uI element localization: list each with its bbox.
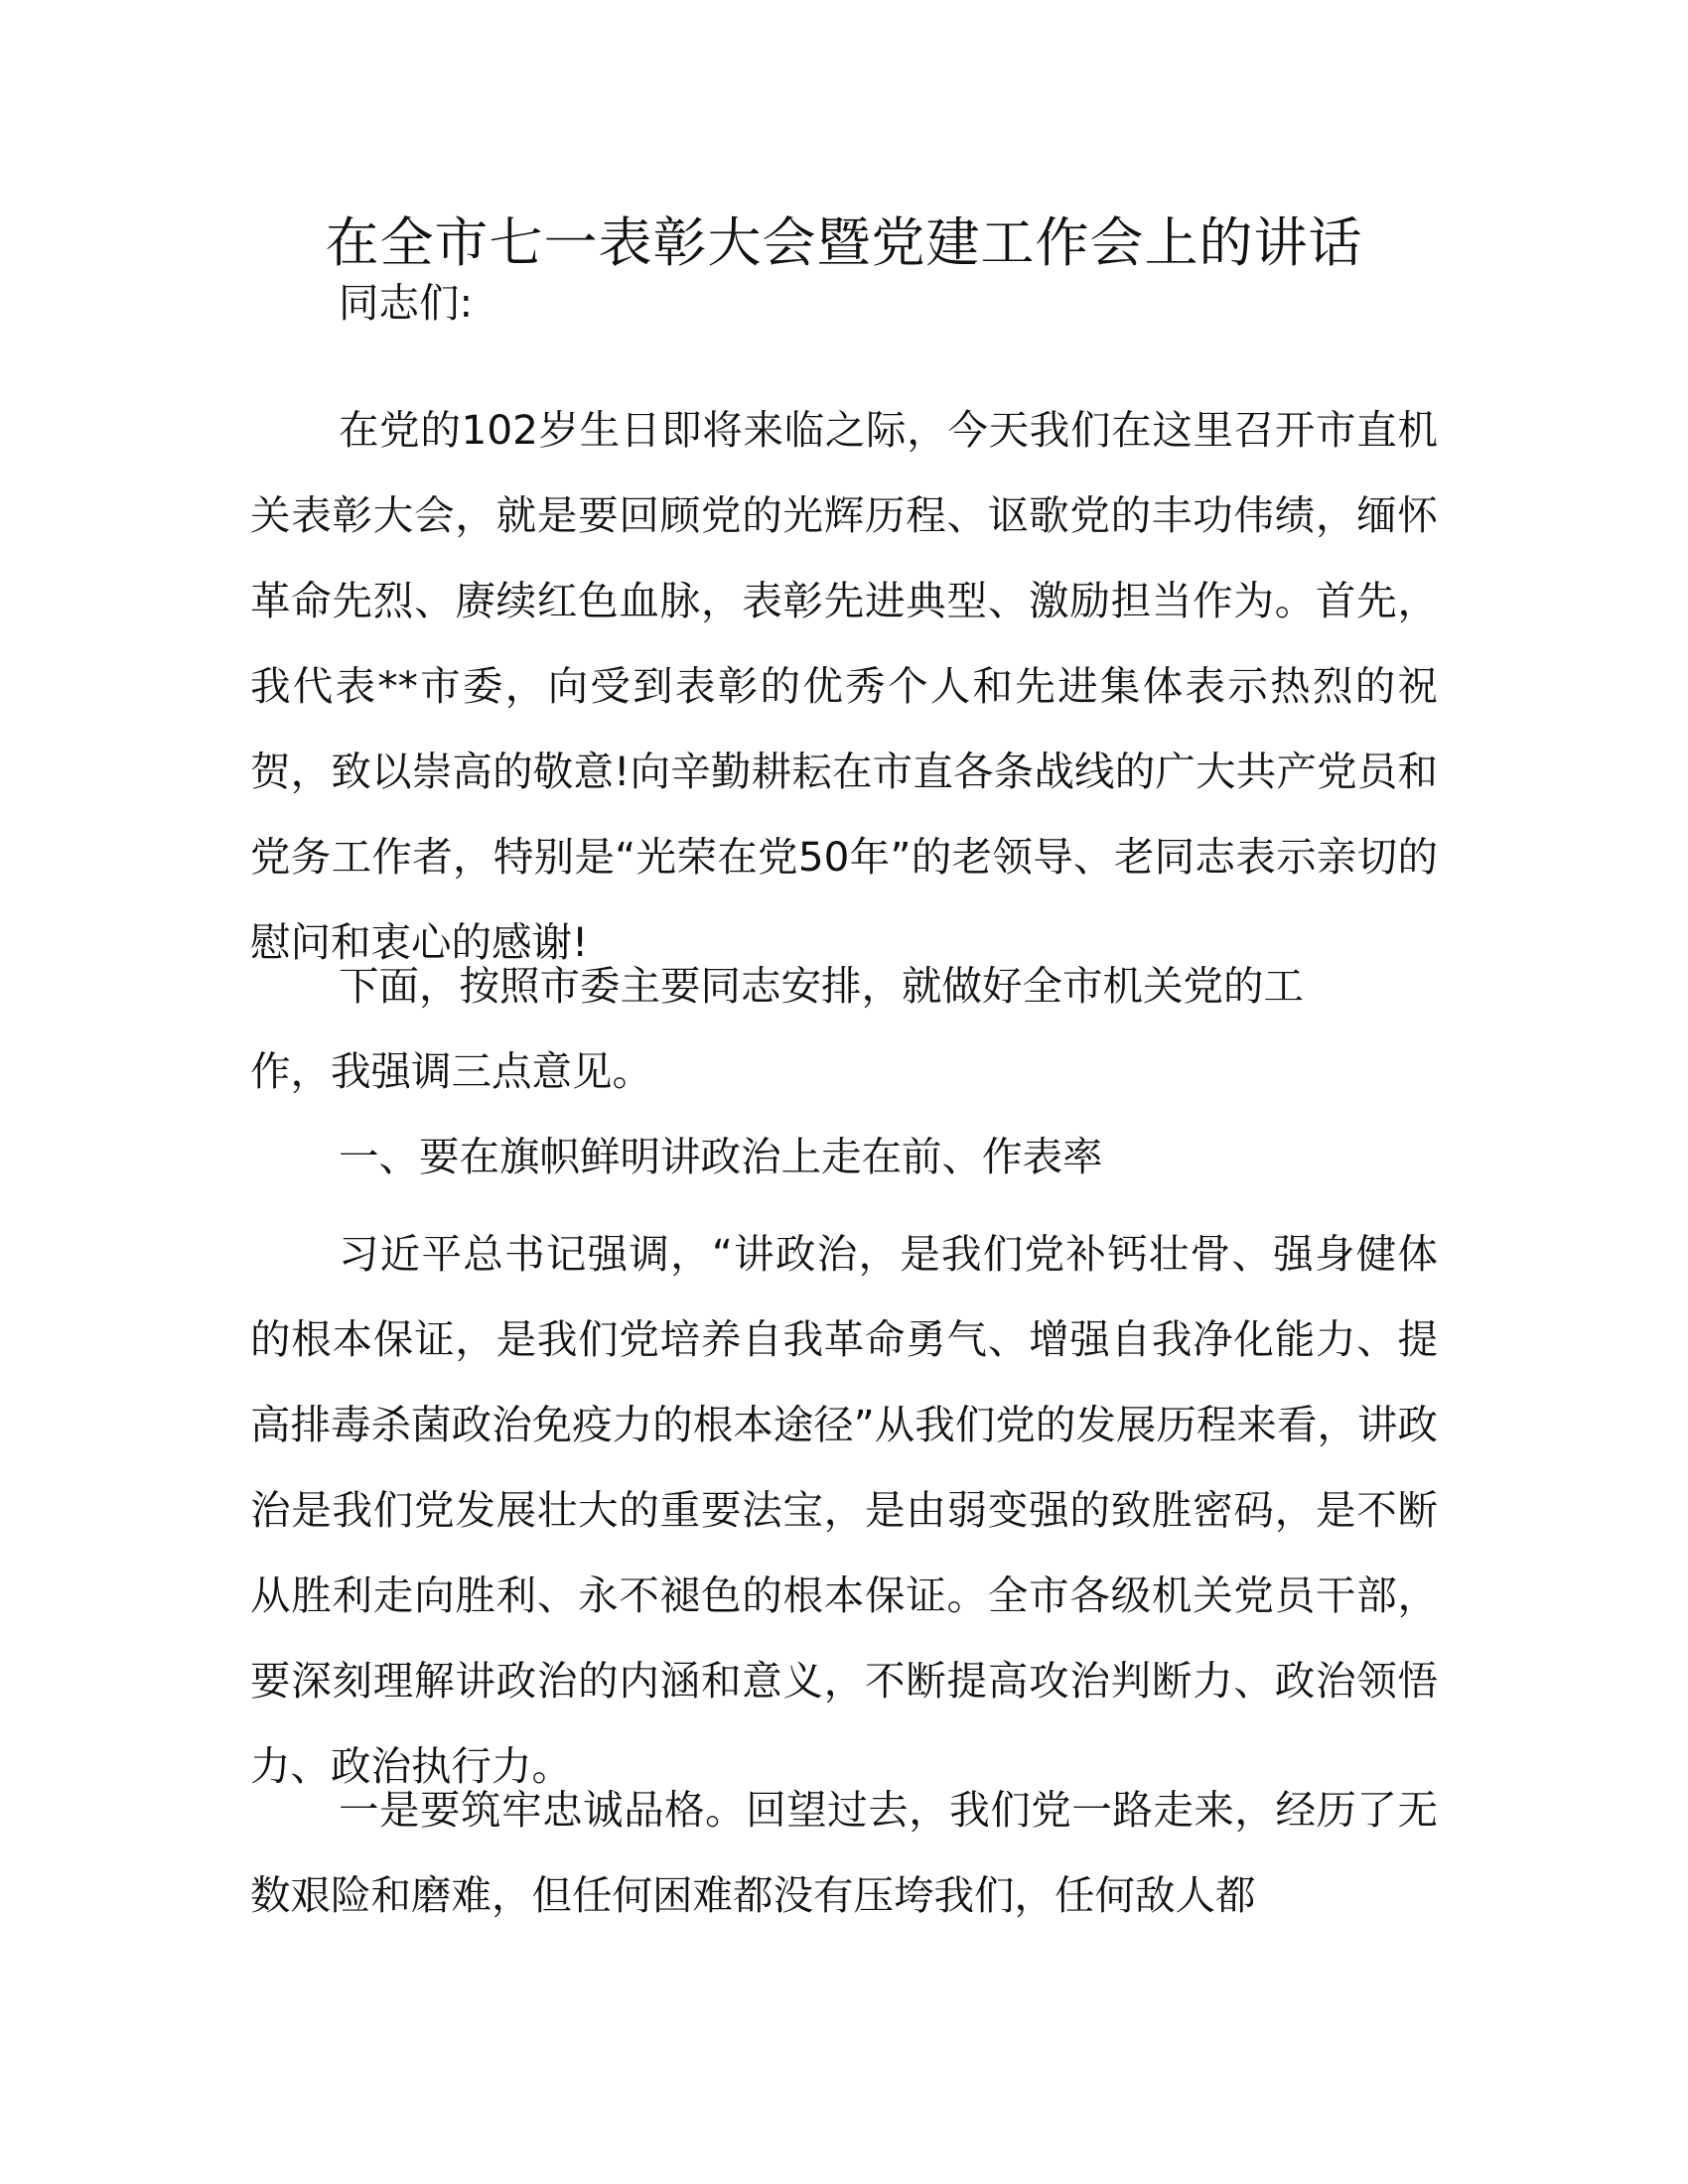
section-heading-one: 一、要在旗帜鲜明讲政治上走在前、作表率 [339,1133,1103,1180]
page-title: 在全市七一表彰大会暨党建工作会上的讲话 [325,211,1363,274]
paragraph-politics: 习近平总书记强调，“讲政治，是我们党补钙壮骨、强身健体的根本保证，是我们党培养自我革命勇气、增强自我净化能力、提高排毒杀菌政治免疫力的根本途径”从我们党的发展历程来看，讲政治是我们党发展壮大的重要法宝，是由弱变强的致胜密码，是不断从胜利走向胜利、永不褪色的根本保证。全市各级机关党员干部，要深刻理解讲政治的内涵和意义，不断提高攻治判断力、政治领悟力、政治执行力。 [250,1230,1438,1790]
paragraph-loyalty: 一是要筑牢忠诚品格。回望过去，我们党一路走来，经历了无数艰险和磨难，但任何困难都没有压垮我们，任何敌人都 [250,1786,1438,1919]
salutation: 同志们: [339,279,474,327]
paragraph-opening: 在党的102岁生日即将来临之际，今天我们在这里召开市直机关表彰大会，就是要回顾党的光辉历程、讴歌党的丰功伟绩，缅怀革命先烈、赓续红色血脉，表彰先进典型、激励担当作为。首先，我代表**市委，向受到表彰的优秀个人和先进集体表示热烈的祝贺，致以崇高的敬意!向辛勤耕耘在市直各条战线的广大共产党员和党务工作者，特别是“光荣在党50年”的老领导、老同志表示亲切的慰问和衷心的感谢! [250,406,1438,966]
paragraph-intro-points: 下面，按照市委主要同志安排，就做好全市机关党的工作，我强调三点意见。 [250,962,1304,1095]
